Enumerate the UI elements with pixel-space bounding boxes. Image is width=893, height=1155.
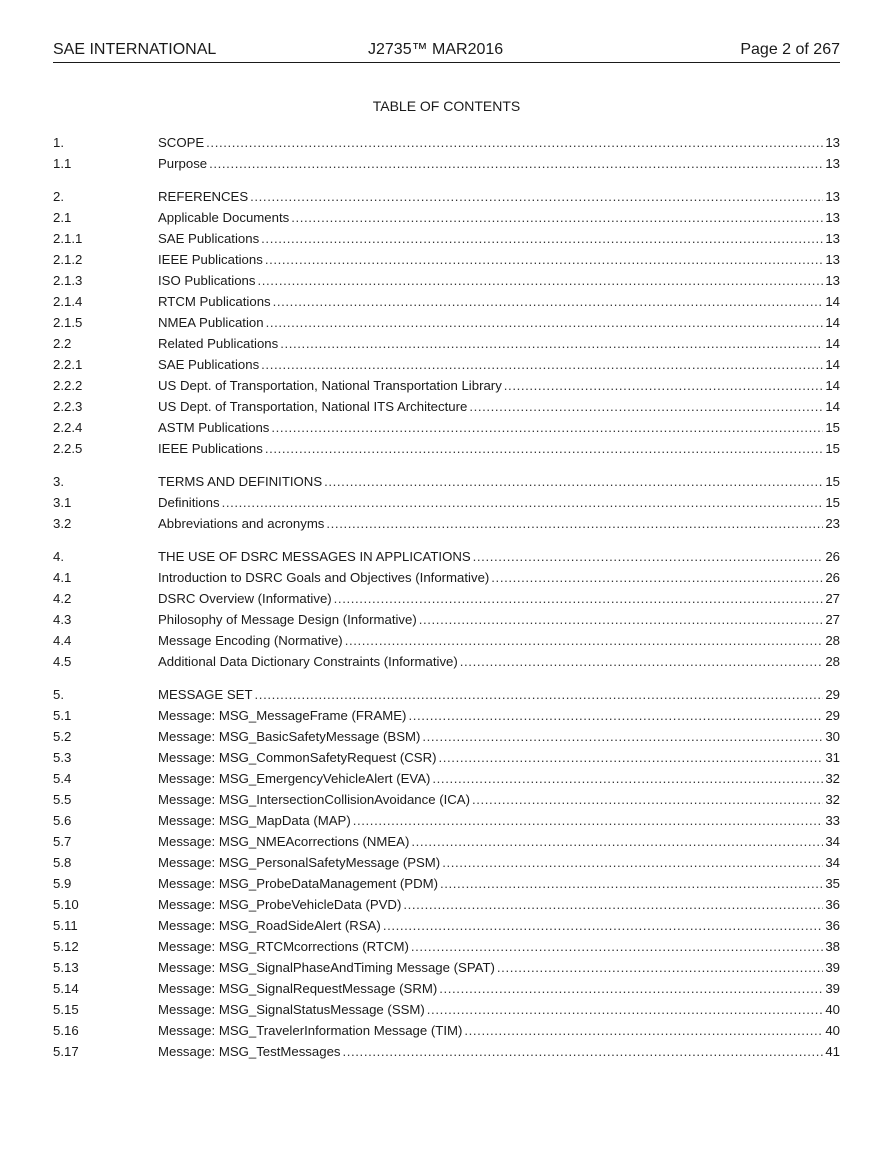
page-header: [53, 40, 840, 63]
toc-entry-page: 13: [825, 156, 840, 171]
toc-entry-number: 5.16: [53, 1023, 79, 1038]
toc-section-group: [53, 684, 840, 1062]
toc-section-group: [53, 471, 840, 534]
toc-entry-page: 26: [825, 570, 840, 585]
toc-entry-title: Message: MSG_SignalStatusMessage (SSM): [158, 1002, 425, 1017]
toc-dot-leader: [273, 291, 824, 312]
header-page-number: Page 2 of 267: [740, 41, 840, 58]
toc-dot-leader: [439, 747, 824, 768]
toc-entry-number: 1.: [53, 135, 64, 150]
toc-entry-page: 13: [825, 135, 840, 150]
toc-entry[interactable]: [53, 270, 840, 291]
toc-entry-page: 32: [825, 792, 840, 807]
toc-dot-leader: [460, 651, 824, 672]
toc-dot-leader: [209, 153, 823, 174]
toc-entry-number: 5.11: [53, 918, 78, 933]
toc-entry-page: 33: [825, 813, 840, 828]
toc-entry-page: 13: [825, 210, 840, 225]
toc-dot-leader: [504, 375, 824, 396]
toc-entry-number: 5.10: [53, 897, 79, 912]
toc-entry-title: Philosophy of Message Design (Informative): [158, 612, 417, 627]
toc-entry[interactable]: [53, 894, 840, 915]
toc-dot-leader: [266, 312, 824, 333]
toc-entry[interactable]: [53, 957, 840, 978]
toc-entry-page: 34: [825, 855, 840, 870]
toc-dot-leader: [408, 705, 823, 726]
toc-entry-page: 13: [825, 231, 840, 246]
toc-entry-title: Applicable Documents: [158, 210, 290, 225]
toc-entry-title: US Dept. of Transportation, National Transportation Library: [158, 378, 502, 393]
toc-dot-leader: [324, 471, 823, 492]
toc-dot-leader: [258, 270, 824, 291]
toc-entry-page: 28: [825, 654, 840, 669]
toc-dot-leader: [353, 810, 824, 831]
toc-entry-title: Message: MSG_IntersectionCollisionAvoidance (ICA): [158, 792, 470, 807]
toc-entry[interactable]: [53, 417, 840, 438]
toc-entry-page: 29: [825, 687, 840, 702]
toc-entry-page: 14: [825, 399, 840, 414]
toc-entry[interactable]: [53, 228, 840, 249]
toc-entry-title: Related Publications: [158, 336, 279, 351]
toc-dot-leader: [222, 492, 824, 513]
toc-entry[interactable]: [53, 513, 840, 534]
toc-entry-number: 5.7: [53, 834, 72, 849]
toc-dot-leader: [491, 567, 823, 588]
toc-entry-number: 2.2.4: [53, 420, 83, 435]
toc-entry-title: Message: MSG_MapData (MAP): [158, 813, 351, 828]
toc-entry-number: 5.3: [53, 750, 72, 765]
toc-heading: TABLE OF CONTENTS: [372, 98, 521, 114]
header-document-id: J2735™ MAR2016: [368, 41, 504, 58]
toc-entry-page: 28: [825, 633, 840, 648]
toc-entry-page: 13: [825, 189, 840, 204]
toc-entry-number: 4.2: [53, 591, 72, 606]
toc-entry-number: 5.: [53, 687, 64, 702]
toc-entry-title: MESSAGE SET: [158, 687, 253, 702]
toc-entry[interactable]: [53, 438, 840, 459]
toc-entry-page: 23: [825, 516, 840, 531]
toc-entry-page: 39: [825, 981, 840, 996]
toc-dot-leader: [265, 249, 824, 270]
toc-entry-title: IEEE Publications: [158, 441, 263, 456]
toc-entry[interactable]: [53, 915, 840, 936]
toc-dot-leader: [464, 1020, 823, 1041]
toc-entry-title: Message: MSG_RTCMcorrections (RTCM): [158, 939, 409, 954]
toc-dot-leader: [472, 789, 823, 810]
toc-entry[interactable]: [53, 333, 840, 354]
toc-entry[interactable]: [53, 186, 840, 207]
toc-entry-number: 5.5: [53, 792, 72, 807]
toc-entry[interactable]: [53, 1041, 840, 1062]
toc-entry-title: SCOPE: [158, 135, 205, 150]
toc-dot-leader: [206, 132, 823, 153]
toc-entry-page: 13: [825, 252, 840, 267]
table-of-contents: [53, 132, 840, 1074]
toc-dot-leader: [261, 354, 823, 375]
toc-dot-leader: [271, 417, 823, 438]
toc-entry-page: 35: [825, 876, 840, 891]
toc-entry[interactable]: [53, 873, 840, 894]
toc-entry-title: THE USE OF DSRC MESSAGES IN APPLICATIONS: [158, 549, 471, 564]
toc-entry-title: Abbreviations and acronyms: [158, 516, 325, 531]
toc-dot-leader: [411, 831, 823, 852]
toc-entry-page: 26: [825, 549, 840, 564]
toc-entry[interactable]: [53, 375, 840, 396]
toc-entry-number: 2.1.5: [53, 315, 83, 330]
toc-entry-number: 5.8: [53, 855, 72, 870]
toc-entry-page: 36: [825, 918, 840, 933]
toc-entry-title: US Dept. of Transportation, National ITS Architecture: [158, 399, 468, 414]
toc-entry-page: 13: [825, 273, 840, 288]
toc-entry[interactable]: [53, 1020, 840, 1041]
toc-entry-number: 4.: [53, 549, 64, 564]
toc-entry-number: 2.1: [53, 210, 72, 225]
toc-entry-title: Message: MSG_CommonSafetyRequest (CSR): [158, 750, 437, 765]
toc-entry-number: 2.1.1: [53, 231, 83, 246]
toc-entry-page: 14: [825, 294, 840, 309]
toc-entry[interactable]: [53, 291, 840, 312]
toc-entry-title: Message: MSG_SignalRequestMessage (SRM): [158, 981, 438, 996]
toc-entry-title: Message Encoding (Normative): [158, 633, 343, 648]
toc-dot-leader: [265, 438, 824, 459]
toc-entry-title: Message: MSG_TestMessages: [158, 1044, 341, 1059]
toc-entry[interactable]: [53, 936, 840, 957]
toc-entry-title: DSRC Overview (Informative): [158, 591, 332, 606]
toc-entry-title: Definitions: [158, 495, 220, 510]
toc-entry-title: TERMS AND DEFINITIONS: [158, 474, 323, 489]
toc-dot-leader: [469, 396, 823, 417]
toc-entry[interactable]: [53, 546, 840, 567]
toc-entry[interactable]: [53, 747, 840, 768]
toc-entry-number: 1.1: [53, 156, 72, 171]
toc-entry[interactable]: [53, 831, 840, 852]
toc-entry-number: 3.: [53, 474, 64, 489]
toc-entry-page: 15: [825, 420, 840, 435]
toc-entry[interactable]: [53, 249, 840, 270]
toc-entry-page: 40: [825, 1002, 840, 1017]
toc-entry-number: 5.15: [53, 1002, 79, 1017]
toc-entry-number: 2.2.1: [53, 357, 83, 372]
toc-entry-number: 2.2.5: [53, 441, 83, 456]
toc-dot-leader: [440, 873, 823, 894]
toc-dot-leader: [326, 513, 823, 534]
toc-entry-number: 4.1: [53, 570, 72, 585]
toc-entry-page: 39: [825, 960, 840, 975]
toc-entry-page: 27: [825, 612, 840, 627]
toc-entry-title: RTCM Publications: [158, 294, 271, 309]
toc-entry-page: 38: [825, 939, 840, 954]
toc-section-group: [53, 546, 840, 672]
toc-entry-number: 2.2.3: [53, 399, 83, 414]
toc-entry-page: 14: [825, 357, 840, 372]
toc-entry-number: 5.13: [53, 960, 79, 975]
toc-entry-page: 36: [825, 897, 840, 912]
toc-dot-leader: [439, 978, 823, 999]
toc-entry-number: 2.2.2: [53, 378, 83, 393]
toc-entry[interactable]: [53, 153, 840, 174]
toc-entry[interactable]: [53, 492, 840, 513]
toc-entry-page: 41: [825, 1044, 840, 1059]
toc-dot-leader: [334, 588, 824, 609]
toc-dot-leader: [261, 228, 823, 249]
toc-entry-title: Message: MSG_TravelerInformation Message (TIM): [158, 1023, 463, 1038]
toc-entry-title: Message: MSG_PersonalSafetyMessage (PSM): [158, 855, 441, 870]
toc-dot-leader: [403, 894, 823, 915]
toc-dot-leader: [291, 207, 823, 228]
toc-entry-title: Message: MSG_SignalPhaseAndTiming Message (SPAT): [158, 960, 495, 975]
toc-entry-title: Message: MSG_ProbeVehicleData (PVD): [158, 897, 402, 912]
toc-dot-leader: [250, 186, 823, 207]
toc-section-group: [53, 132, 840, 174]
toc-dot-leader: [255, 684, 824, 705]
toc-entry-number: 3.2: [53, 516, 72, 531]
toc-entry-page: 14: [825, 336, 840, 351]
toc-entry-number: 5.2: [53, 729, 72, 744]
toc-entry-page: 40: [825, 1023, 840, 1038]
toc-entry[interactable]: [53, 684, 840, 705]
toc-entry-page: 29: [825, 708, 840, 723]
toc-entry[interactable]: [53, 789, 840, 810]
toc-entry-page: 15: [825, 495, 840, 510]
toc-entry-title: REFERENCES: [158, 189, 249, 204]
toc-entry[interactable]: [53, 852, 840, 873]
toc-dot-leader: [411, 936, 823, 957]
toc-entry[interactable]: [53, 630, 840, 651]
toc-entry[interactable]: [53, 978, 840, 999]
toc-entry-number: 5.4: [53, 771, 72, 786]
toc-entry-number: 5.17: [53, 1044, 79, 1059]
toc-entry[interactable]: [53, 651, 840, 672]
toc-entry-title: Message: MSG_RoadSideAlert (RSA): [158, 918, 381, 933]
toc-entry-page: 27: [825, 591, 840, 606]
toc-dot-leader: [473, 546, 824, 567]
toc-entry-title: SAE Publications: [158, 231, 260, 246]
toc-entry-number: 4.4: [53, 633, 72, 648]
toc-entry[interactable]: [53, 705, 840, 726]
toc-entry[interactable]: [53, 588, 840, 609]
toc-entry-number: 2.: [53, 189, 64, 204]
toc-entry-number: 3.1: [53, 495, 72, 510]
toc-entry[interactable]: [53, 999, 840, 1020]
toc-entry-page: 15: [825, 474, 840, 489]
toc-entry-title: Message: MSG_ProbeDataManagement (PDM): [158, 876, 438, 891]
toc-entry-page: 30: [825, 729, 840, 744]
toc-entry-title: IEEE Publications: [158, 252, 263, 267]
header-organization: SAE INTERNATIONAL: [53, 41, 217, 58]
toc-entry[interactable]: [53, 354, 840, 375]
toc-entry-title: SAE Publications: [158, 357, 260, 372]
toc-entry-number: 2.1.3: [53, 273, 83, 288]
toc-entry-page: 15: [825, 441, 840, 456]
toc-entry-number: 5.1: [53, 708, 72, 723]
toc-entry-title: Introduction to DSRC Goals and Objectives (Informative): [158, 570, 490, 585]
toc-entry-title: Additional Data Dictionary Constraints (Informative): [158, 654, 458, 669]
toc-entry-number: 4.3: [53, 612, 72, 627]
toc-entry[interactable]: [53, 726, 840, 747]
toc-entry-title: Message: MSG_NMEAcorrections (NMEA): [158, 834, 410, 849]
toc-dot-leader: [383, 915, 824, 936]
toc-entry-number: 4.5: [53, 654, 72, 669]
toc-dot-leader: [343, 1041, 824, 1062]
toc-dot-leader: [280, 333, 823, 354]
toc-entry-number: 5.12: [53, 939, 79, 954]
toc-entry-number: 2.1.4: [53, 294, 83, 309]
toc-entry-title: Purpose: [158, 156, 208, 171]
toc-entry[interactable]: [53, 567, 840, 588]
toc-dot-leader: [442, 852, 823, 873]
toc-entry-title: Message: MSG_BasicSafetyMessage (BSM): [158, 729, 421, 744]
toc-entry-page: 14: [825, 315, 840, 330]
toc-entry-number: 5.9: [53, 876, 72, 891]
toc-entry-title: Message: MSG_MessageFrame (FRAME): [158, 708, 407, 723]
toc-dot-leader: [427, 999, 824, 1020]
toc-entry-title: ASTM Publications: [158, 420, 270, 435]
toc-entry-title: NMEA Publication: [158, 315, 264, 330]
toc-entry[interactable]: [53, 132, 840, 153]
toc-dot-leader: [345, 630, 824, 651]
toc-entry[interactable]: [53, 471, 840, 492]
toc-entry-number: 5.6: [53, 813, 72, 828]
toc-entry[interactable]: [53, 810, 840, 831]
toc-dot-leader: [419, 609, 824, 630]
toc-entry[interactable]: [53, 768, 840, 789]
toc-dot-leader: [497, 957, 823, 978]
toc-entry-page: 32: [825, 771, 840, 786]
toc-entry-number: 5.14: [53, 981, 79, 996]
toc-entry-number: 2.2: [53, 336, 72, 351]
toc-dot-leader: [422, 726, 823, 747]
toc-entry-number: 2.1.2: [53, 252, 83, 267]
toc-entry-title: ISO Publications: [158, 273, 256, 288]
toc-entry[interactable]: [53, 312, 840, 333]
toc-entry[interactable]: [53, 609, 840, 630]
toc-section-group: [53, 186, 840, 459]
toc-dot-leader: [432, 768, 823, 789]
toc-entry-title: Message: MSG_EmergencyVehicleAlert (EVA): [158, 771, 431, 786]
toc-entry-page: 34: [825, 834, 840, 849]
toc-entry-page: 31: [825, 750, 840, 765]
toc-entry[interactable]: [53, 207, 840, 228]
toc-entry-page: 14: [825, 378, 840, 393]
toc-entry[interactable]: [53, 396, 840, 417]
